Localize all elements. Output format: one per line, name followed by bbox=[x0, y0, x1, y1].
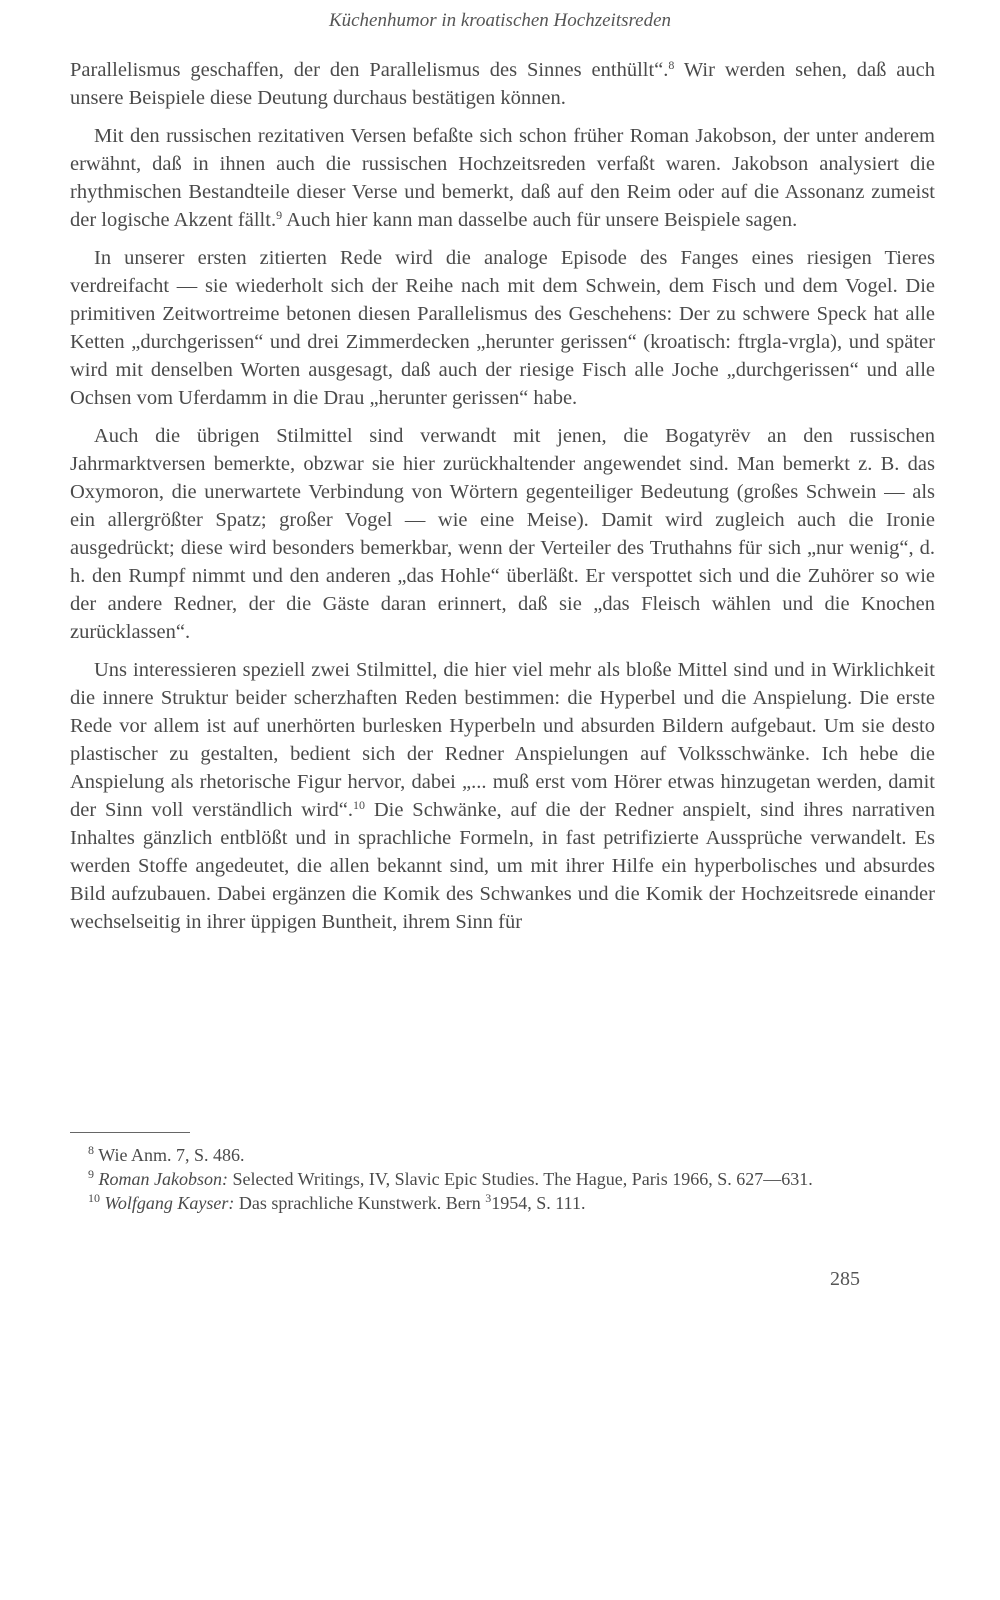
footnote-10: $^{10}$ Wolfgang Kayser: Das sprachliche Kunstwerk. Bern $^3$1954, S. 111. bbox=[88, 1191, 586, 1213]
body-text bbox=[70, 56, 935, 946]
footnote-9: $^9$ Roman Jakobson: Selected Writings, IV, Slavic Epic Studies. The Hague, Paris 1966, S. 627—631. bbox=[88, 1167, 813, 1189]
edition-number: 3 bbox=[485, 1191, 492, 1205]
paragraph-1: Parallelismus geschaffen, der den Parallelismus des Sinnes enthüllt“.$^8$ Wir werden sehen, daß auch unsere Beispiele diese Deutung durchaus bestätigen können. bbox=[70, 58, 935, 109]
footnotes bbox=[70, 1143, 935, 1215]
footnote-ref-9[interactable]: 9 bbox=[276, 208, 283, 222]
paragraph-4: Auch die übrigen Stilmittel sind verwandt mit jenen, die Bogatyrëv an den russischen Jahrmarktversen bemerkte, obzwar sie hier zurückhaltender angewendet sind. Man bemerkt z. B. das Oxymoron, die unerwartete Verbindung von Wörtern gegenteiliger Bedeutung (großes Schwein — als ein allergrößter Spatz; großer Vogel — wie eine Meise). Damit wird zugleich auch die Ironie ausgedrückt; diese wird besonders bemerkbar, wenn der Verteiler des Truthahns für sich „nur wenig“, d. h. den Rumpf nimmt und den anderen „das Hohle“ überläßt. Er verspottet sich und die Zuhörer so wie der andere Redner, der die Gäste daran erinnert, daß sie „das Fleisch wählen und die Knochen zurücklassen“. bbox=[70, 425, 935, 643]
page-number: 285 bbox=[830, 1268, 860, 1290]
running-head: Küchenhumor in kroatischen Hochzeitsreden bbox=[328, 10, 672, 31]
footnote-ref-10[interactable]: 10 bbox=[353, 798, 366, 812]
footnote-author: Wolfgang Kayser: bbox=[104, 1193, 235, 1213]
paragraph-3: In unserer ersten zitierten Rede wird die analoge Episode des Fanges eines riesigen Tieres verdreifacht — sie wiederholt sich der Reihe nach mit dem Schwein, dem Fisch und dem Vogel. Die primitiven Zeitwortreime betonen diesen Parallelismus des Geschehens: Der zu schwere Speck hat alle Ketten „durchgerissen“ und drei Zimmerdecken „herunter gerissen“ (kroatisch: ftrgla-vrgla), und später wird mit denselben Worten ausgesagt, daß auch der riesige Fisch alle Joche „durchgerissen“ und alle Ochsen vom Uferdamm in die Drau „herunter gerissen“ habe. bbox=[70, 247, 935, 409]
paragraph-2: Mit den russischen rezitativen Versen befaßte sich schon früher Roman Jakobson, der unter anderem erwähnt, daß in ihnen auch die russischen Hochzeitsreden verfaßt waren. Jakobson analysiert die rhythmischen Bestandteile dieser Verse und bemerkt, daß auf den Reim oder auf die Assonanz zumeist der logische Akzent fällt.$^9$ Auch hier kann man dasselbe auch für unsere Beispiele sagen. bbox=[70, 125, 935, 231]
footnote-ref-8[interactable]: 8 bbox=[668, 58, 675, 72]
paragraph-5: Uns interessieren speziell zwei Stilmittel, die hier viel mehr als bloße Mittel sind und in Wirklichkeit die innere Struktur beider scherzhaften Reden bestimmen: die Hyperbel und die Anspielung. Die erste Rede vor allem ist auf unerhörten burlesken Hyperbeln und absurden Bildern aufgebaut. Um sie desto plastischer zu gestalten, bedient sich der Redner Anspielungen auf Volksschwänke. Ich hebe die Anspielung als rhetorische Figur hervor, dabei „... muß erst vom Hörer etwas hinzugetan werden, damit der Sinn voll verständlich wird“.$^{10}$ Die Schwänke, auf die der Redner anspielt, sind ihres narrativen Inhaltes gänzlich entblößt und in sprachliche Formeln, in fast petrifizierte Aussprüche verwandelt. Es werden Stoffe angedeutet, die allen bekannt sind, um mit ihrer Hilfe ein hyperbolisches und absurdes Bild aufzubauen. Dabei ergänzen die Komik des Schwankes und die Komik der Hochzeitsrede einander wechselseitig in ihrer üppigen Buntheit, ihrem Sinn für bbox=[70, 659, 935, 933]
footnote-separator bbox=[70, 1132, 190, 1133]
footnote-8: $^8$ Wie Anm. 7, S. 486. bbox=[88, 1143, 245, 1165]
footnote-author: Roman Jakobson: bbox=[98, 1169, 228, 1189]
